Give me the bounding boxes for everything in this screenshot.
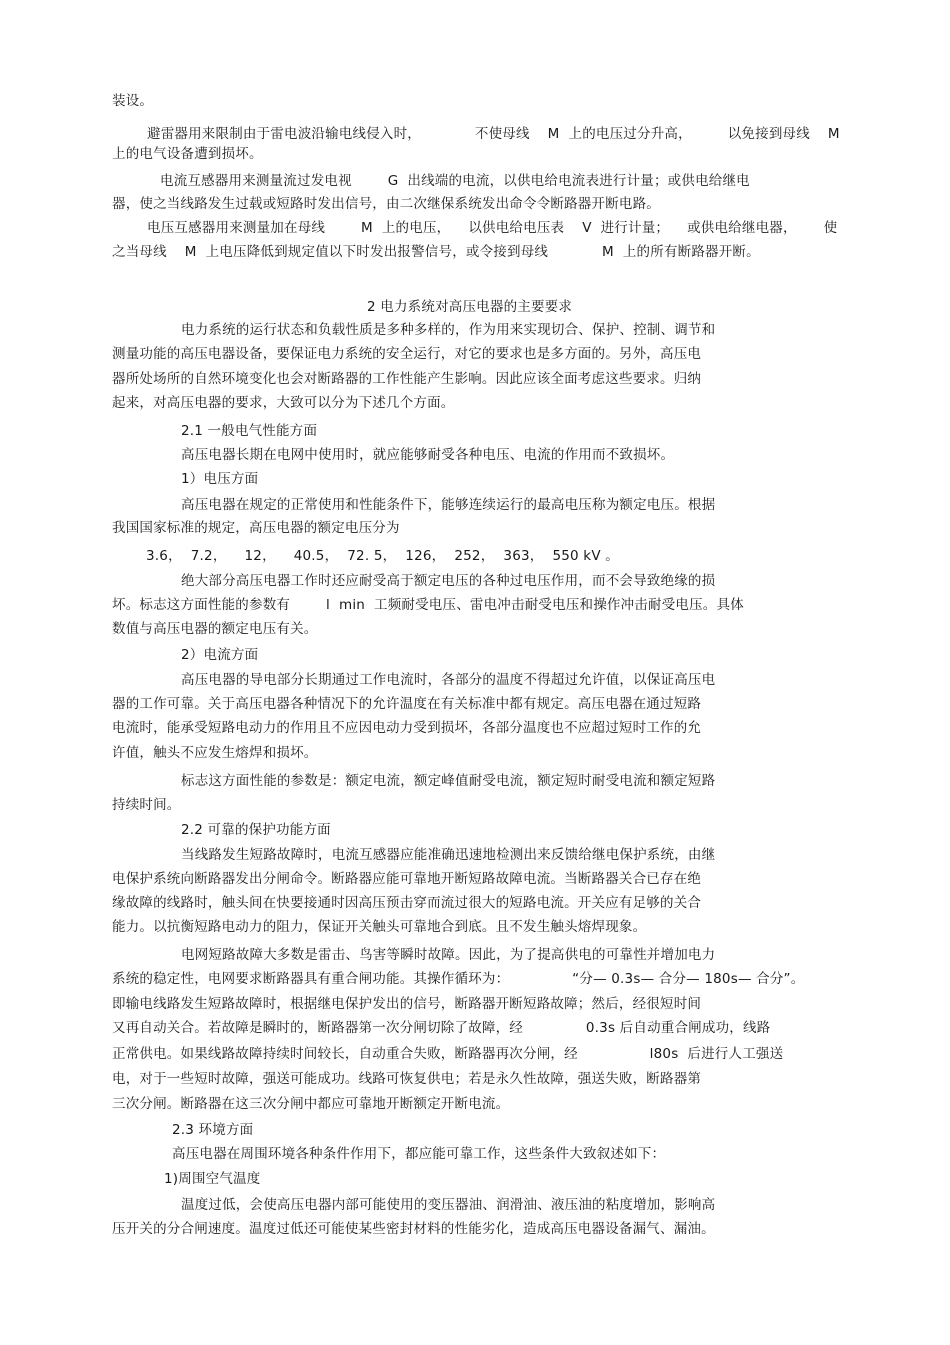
text-line: 能力。以抗衡短路电动力的阻力，保证开关触头可靠地合到底。且不发生触头熔焊现象。 — [112, 919, 647, 935]
text-line: 温度过低，会使高压电器内部可能使用的变压器油、润滑油、液压油的粘度增加，影响高 — [181, 1197, 716, 1213]
text-line: 之当母线 M 上电压降低到规定值以下时发出报警信号，或令接到母线 M 上的所有断路器开断。 — [112, 244, 760, 260]
text-line: 坏。标志这方面性能的参数有 l min 工频耐受电压、雷电冲击耐受电压和操作冲击耐受电压。具体 — [112, 597, 744, 613]
text-line: 许值，触头不应发生熔焊和损坏。 — [112, 745, 318, 761]
text-line: 正常供电。如果线路故障持续时间较长，自动重合失败，断路器再次分闸，经 l80s 后进行人工强送 — [112, 1046, 784, 1062]
list-heading: 2）电流方面 — [181, 647, 259, 663]
text-line: 器，使之当线路发生过载或短路时发出信号，由二次继保系统发出命令令断路器开断电路。 — [112, 196, 660, 212]
text-line: 器所处场所的自然环境变化也会对断路器的工作性能产生影响。因此应该全面考虑这些要求。归纳 — [112, 371, 702, 387]
text-line: 数值与高压电器的额定电压有关。 — [112, 621, 318, 637]
subsection-heading: 2.1 一般电气性能方面 — [181, 423, 318, 439]
text-line: 又再自动关合。若故障是瞬时的，断路器第一次分闸切除了故障，经 0.3s 后自动重合闸成功，线路 — [112, 1020, 771, 1036]
text-line: 压开关的分合闸速度。温度过低还可能使某些密封材料的性能劣化，造成高压电器设备漏气、漏油。 — [112, 1221, 715, 1237]
text-line: 系统的稳定性，电网要求断路器具有重合闸功能。其操作循环为： “分— 0.3s— 合分— 180s— 合分”。 — [112, 971, 805, 987]
text-line: 避雷器用来限制由于雷电波沿输电线侵入时， 不使母线 M 上的电压过分升高， 以免接到母线 M — [147, 126, 840, 142]
text-line: 器的工作可靠。关于高压电器各种情况下的允许温度在有关标准中都有规定。高压电器在通过短路 — [112, 696, 702, 712]
text-line: 电流互感器用来测量流过发电视 G 出线端的电流，以供电给电流表进行计量；或供电给继电 — [160, 173, 750, 189]
list-heading: 1)周围空气温度 — [164, 1171, 261, 1187]
text-line: 高压电器在规定的正常使用和性能条件下，能够连续运行的最高电压称为额定电压。根据 — [181, 497, 716, 513]
text-line: 高压电器长期在电网中使用时，就应能够耐受各种电压、电流的作用而不致损坏。 — [181, 447, 675, 463]
subsection-heading: 2.2 可靠的保护功能方面 — [181, 822, 331, 838]
text-line: 电，对于一些短时故障，强送可能成功。线路可恢复供电；若是永久性故障，强送失败，断路器第 — [112, 1071, 702, 1087]
list-heading: 1）电压方面 — [181, 471, 259, 487]
text-line: 电保护系统向断路器发出分闸命令。断路器应能可靠地开断短路故障电流。当断路器关合已存在绝 — [112, 871, 702, 887]
text-line: 电力系统的运行状态和负载性质是多种多样的，作为用来实现切合、保护、控制、调节和 — [181, 322, 716, 338]
text-line: 装设。 — [112, 93, 154, 109]
text-line: 当线路发生短路故障时，电流互感器应能准确迅速地检测出来反馈给继电保护系统，由继 — [181, 847, 716, 863]
text-line: 我国国家标准的规定，高压电器的额定电压分为 — [112, 520, 400, 536]
text-line: 起来，对高压电器的要求，大致可以分为下述几个方面。 — [112, 395, 455, 411]
text-line: 标志这方面性能的参数是：额定电流，额定峰值耐受电流，额定短时耐受电流和额定短路 — [181, 773, 716, 789]
text-line: 电流时，能承受短路电动力的作用且不应因电动力受到损坏，各部分温度也不应超过短时工作的允 — [112, 720, 702, 736]
text-line: 持续时间。 — [112, 797, 181, 813]
text-line: 缘故障的线路时，触头间在快要接通时因高压预击穿而流过很大的短路电流。开关应有足够的关合 — [112, 895, 702, 911]
text-line: 电压互感器用来测量加在母线 M 上的电压， 以供电给电压表 V 进行计量； 或供电给继电器， 使 — [147, 220, 838, 236]
text-line: 上的电气设备遭到损坏。 — [112, 146, 263, 162]
text-line: 三次分闸。断路器在这三次分闸中都应可靠地开断额定开断电流。 — [112, 1096, 510, 1112]
text-line: 即输电线路发生短路故障时，根据继电保护发出的信号，断路器开断短路故障；然后，经很短时间 — [112, 996, 702, 1012]
text-line: 电网短路故障大多数是雷击、鸟害等瞬时故障。因此，为了提高供电的可靠性并增加电力 — [181, 947, 716, 963]
text-line: 绝大部分高压电器工作时还应耐受高于额定电压的各种过电压作用，而不会导致绝缘的损 — [181, 573, 716, 589]
voltage-values: 3.6， 7.2， 12， 40.5， 72. 5， 126， 252， 363， 550 kV 。 — [146, 548, 619, 564]
text-line: 测量功能的高压电器设备，要保证电力系统的安全运行，对它的要求也是多方面的。另外，高压电 — [112, 346, 702, 362]
text-line: 高压电器的导电部分长期通过工作电流时，各部分的温度不得超过允许值，以保证高压电 — [181, 672, 716, 688]
text-line: 高压电器在周围环境各种条件作用下，都应能可靠工作，这些条件大致叙述如下： — [172, 1146, 666, 1162]
section-heading: 2 电力系统对高压电器的主要要求 — [367, 299, 573, 315]
subsection-heading: 2.3 环境方面 — [172, 1122, 254, 1138]
